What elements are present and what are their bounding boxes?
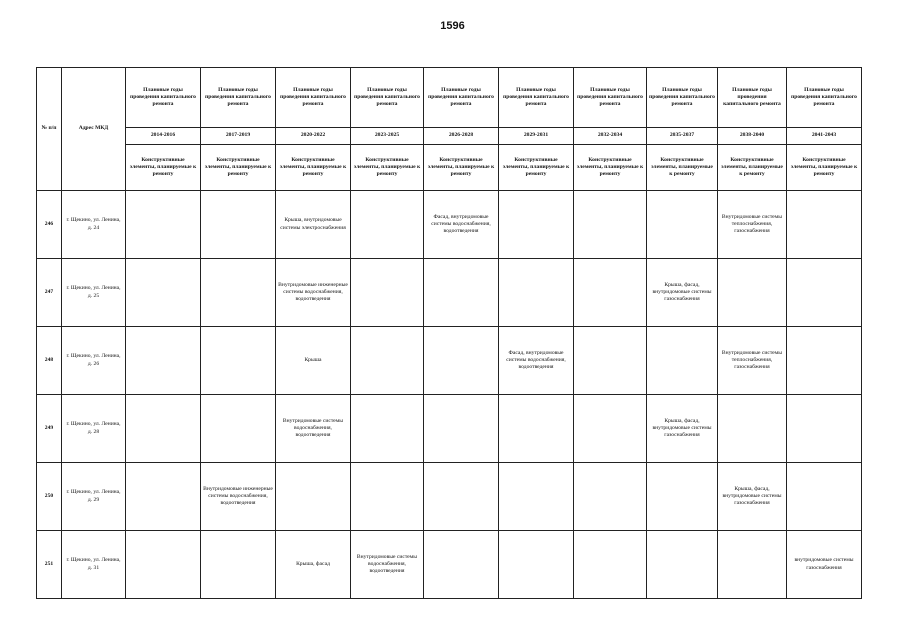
years-header: 2020-2022 (276, 128, 351, 145)
years-header: 2029-2031 (499, 128, 574, 145)
period-header: Плановые годы проведения капитального ремонта (424, 68, 499, 128)
repair-cell (126, 463, 201, 531)
repair-cell (574, 191, 647, 259)
elements-header: Конструктивные элементы, планируемые к ремонту (718, 145, 787, 191)
repair-cell: Фасад, внутридомовые системы водоснабжения, водоотведения (424, 191, 499, 259)
repair-cell (201, 327, 276, 395)
years-header: 2032-2034 (574, 128, 647, 145)
repair-cell: Крыша, фасад, внутридомовые системы газоснабжения (647, 259, 718, 327)
elements-header: Конструктивные элементы, планируемые к ремонту (276, 145, 351, 191)
repair-cell (351, 259, 424, 327)
repair-cell (574, 395, 647, 463)
repair-cell: Крыша, фасад, внутридомовые системы газоснабжения (647, 395, 718, 463)
repair-cell (424, 395, 499, 463)
repair-cell (787, 463, 862, 531)
repair-cell (787, 259, 862, 327)
repair-cell (718, 259, 787, 327)
repair-cell (787, 395, 862, 463)
elements-header: Конструктивные элементы, планируемые к ремонту (647, 145, 718, 191)
repair-cell (574, 327, 647, 395)
period-header: Плановые годы проведения капитального ремонта (718, 68, 787, 128)
repair-cell (647, 463, 718, 531)
repair-cell (201, 531, 276, 599)
repair-cell (424, 327, 499, 395)
repair-cell (424, 463, 499, 531)
repair-cell (126, 327, 201, 395)
table-header (37, 68, 862, 191)
years-header: 2023-2025 (351, 128, 424, 145)
repair-cell (351, 463, 424, 531)
row-address: г. Щекино, ул. Ленина, д. 26 (62, 327, 126, 395)
repair-cell (201, 395, 276, 463)
repair-cell (718, 395, 787, 463)
repair-cell: Внутридомовые системы теплоснабжения, газоснабжения (718, 327, 787, 395)
elements-header: Конструктивные элементы, планируемые к ремонту (499, 145, 574, 191)
years-header: 2017-2019 (201, 128, 276, 145)
repair-cell (718, 531, 787, 599)
repair-cell (787, 191, 862, 259)
repair-cell (126, 191, 201, 259)
row-address: г. Щекино, ул. Ленина, д. 29 (62, 463, 126, 531)
repair-cell (351, 327, 424, 395)
years-header: 2014-2016 (126, 128, 201, 145)
repair-cell: Внутридомовые системы водоснабжения, водоотведения (351, 531, 424, 599)
repair-cell: Внутридомовые системы теплоснабжения, газоснабжения (718, 191, 787, 259)
repair-cell: Внутридомовые системы водоснабжения, водоотведения (276, 395, 351, 463)
repair-cell (499, 191, 574, 259)
repair-cell (126, 395, 201, 463)
row-address: г. Щекино, ул. Ленина, д. 28 (62, 395, 126, 463)
repair-cell (647, 191, 718, 259)
years-header: 2041-2043 (787, 128, 862, 145)
period-header: Плановые годы проведения капитального ремонта (787, 68, 862, 128)
header-row-periods (37, 68, 862, 128)
repair-cell: Крыша (276, 327, 351, 395)
table-row (37, 259, 862, 327)
repair-cell (647, 327, 718, 395)
elements-header: Конструктивные элементы, планируемые к ремонту (201, 145, 276, 191)
repair-cell (647, 531, 718, 599)
repair-cell (574, 531, 647, 599)
table-row (37, 395, 862, 463)
years-header: 2035-2037 (647, 128, 718, 145)
table-row (37, 191, 862, 259)
row-number: 246 (37, 191, 62, 259)
repair-cell (351, 191, 424, 259)
elements-header: Конструктивные элементы, планируемые к ремонту (787, 145, 862, 191)
repair-cell: Фасад, внутридомовые системы водоснабжения, водоотведения (499, 327, 574, 395)
repair-cell (126, 259, 201, 327)
repair-cell (201, 191, 276, 259)
repair-cell (276, 463, 351, 531)
elements-header: Конструктивные элементы, планируемые к ремонту (351, 145, 424, 191)
row-number: 247 (37, 259, 62, 327)
years-header: 2038-2040 (718, 128, 787, 145)
period-header: Плановые годы проведения капитального ремонта (276, 68, 351, 128)
period-header: Плановые годы проведения капитального ремонта (351, 68, 424, 128)
table-body (37, 191, 862, 599)
period-header: Плановые годы проведения капитального ремонта (647, 68, 718, 128)
period-header: Плановые годы проведения капитального ремонта (499, 68, 574, 128)
repair-cell (201, 259, 276, 327)
col-address-header: Адрес МКД (62, 68, 126, 191)
period-header: Плановые годы проведения капитального ремонта (126, 68, 201, 128)
table-row (37, 463, 862, 531)
repair-cell: Крыша, фасад, внутридомовые системы газоснабжения (718, 463, 787, 531)
repair-cell: Крыша, внутридомовые системы электроснабжения (276, 191, 351, 259)
repair-cell: Внутридомовые инженерные системы водоснабжения, водоотведения (276, 259, 351, 327)
row-address: г. Щекино, ул. Ленина, д. 31 (62, 531, 126, 599)
repair-cell (499, 259, 574, 327)
row-address: г. Щекино, ул. Ленина, д. 24 (62, 191, 126, 259)
row-number: 249 (37, 395, 62, 463)
repair-cell: Крыша, фасад (276, 531, 351, 599)
repair-cell (499, 395, 574, 463)
row-address: г. Щекино, ул. Ленина, д. 25 (62, 259, 126, 327)
repair-cell: Внутридомовые инженерные системы водоснабжения, водоотведения (201, 463, 276, 531)
repair-cell (499, 463, 574, 531)
period-header: Плановые годы проведения капитального ремонта (201, 68, 276, 128)
header-row-elements (37, 145, 862, 191)
repair-cell (499, 531, 574, 599)
col-number-header: № п/п (37, 68, 62, 191)
elements-header: Конструктивные элементы, планируемые к ремонту (574, 145, 647, 191)
capital-repair-table (36, 67, 862, 599)
repair-cell: внутридомовые системы газоснабжения (787, 531, 862, 599)
years-header: 2026-2028 (424, 128, 499, 145)
header-row-years (37, 128, 862, 145)
elements-header: Конструктивные элементы, планируемые к ремонту (126, 145, 201, 191)
row-number: 251 (37, 531, 62, 599)
period-header: Плановые годы проведения капитального ремонта (574, 68, 647, 128)
repair-cell (787, 327, 862, 395)
repair-cell (574, 463, 647, 531)
repair-cell (424, 531, 499, 599)
repair-cell (351, 395, 424, 463)
row-number: 250 (37, 463, 62, 531)
repair-cell (574, 259, 647, 327)
elements-header: Конструктивные элементы, планируемые к ремонту (424, 145, 499, 191)
repair-cell (424, 259, 499, 327)
repair-cell (126, 531, 201, 599)
page-number: 1596 (440, 20, 465, 32)
table-row (37, 531, 862, 599)
table-row (37, 327, 862, 395)
row-number: 248 (37, 327, 62, 395)
